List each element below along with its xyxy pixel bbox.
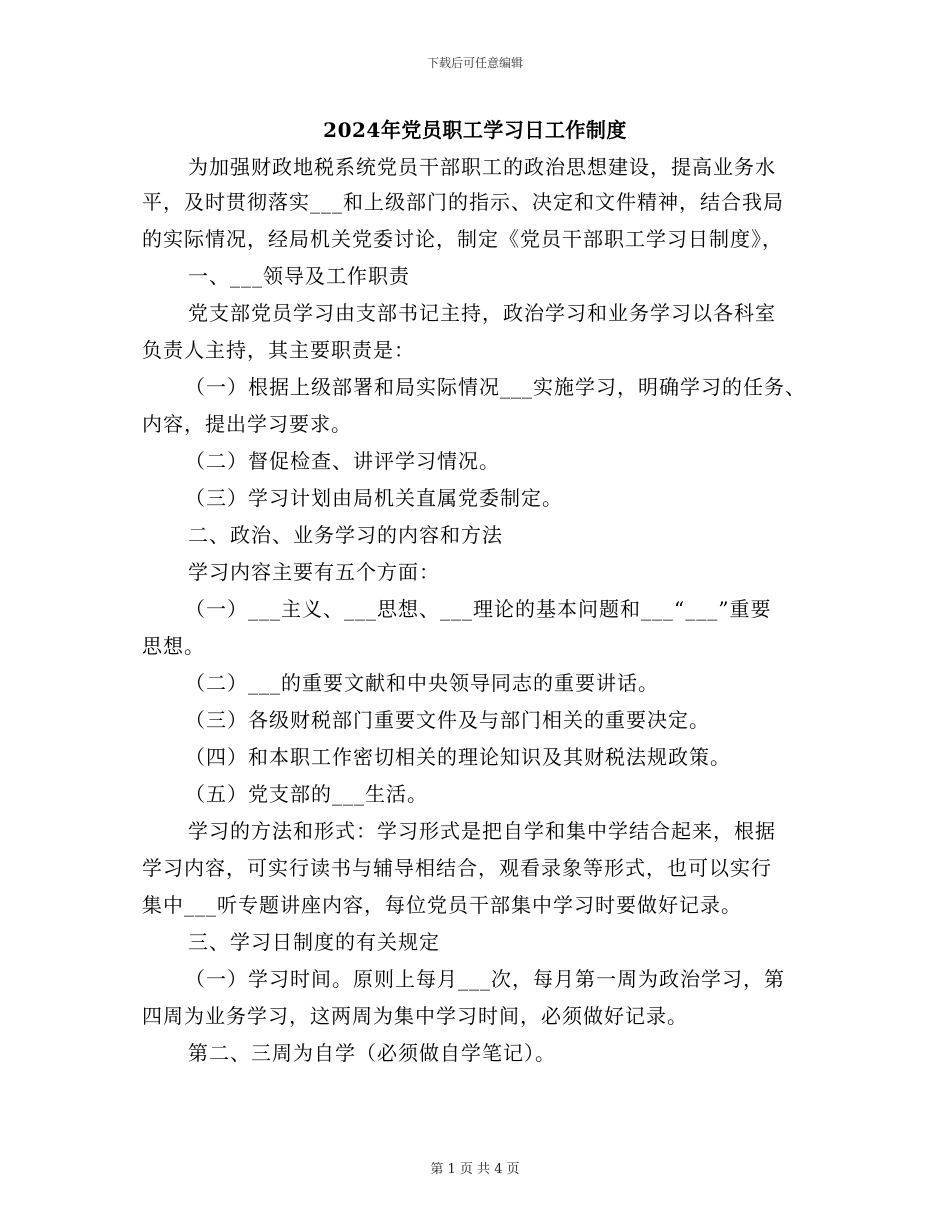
section-heading: 二、政治、业务学习的内容和方法 xyxy=(188,523,503,547)
list-item: （三）学习计划由局机关直属党委制定。 xyxy=(185,486,563,510)
paragraph-line: 党支部党员学习由支部书记主持，政治学习和业务学习以各科室 xyxy=(188,301,776,325)
list-item: （一）___主义、___思想、___理论的基本问题和___“___”重要 xyxy=(185,597,772,621)
section-heading: 三、学习日制度的有关规定 xyxy=(188,930,440,954)
document-title: 2024年党员职工学习日工作制度 xyxy=(323,118,627,142)
list-item: （一）学习时间。原则上每月___次，每月第一周为政治学习，第 xyxy=(185,967,785,991)
paragraph-line: 负责人主持，其主要职责是： xyxy=(142,338,415,362)
list-item: （二）___的重要文献和中央领导同志的重要讲话。 xyxy=(185,671,659,695)
paragraph-line: 第二、三周为自学（必须做自学笔记）。 xyxy=(188,1041,556,1065)
paragraph-line: 集中___听专题讲座内容，每位党员干部集中学习时要做好记录。 xyxy=(142,893,742,917)
page-footer: 第 1 页 共 4 页 xyxy=(430,1162,520,1177)
list-item: （五）党支部的___生活。 xyxy=(185,782,428,806)
paragraph-line: 的实际情况，经局机关党委讨论，制定《党员干部职工学习日制度》， xyxy=(142,227,783,251)
paragraph-line: 平，及时贯彻落实___和上级部门的指示、决定和文件精神，结合我局 xyxy=(142,190,784,214)
paragraph-line: 学习内容，可实行读书与辅导相结合，观看录象等形式，也可以实行 xyxy=(142,856,772,880)
paragraph-line: 学习内容主要有五个方面： xyxy=(188,560,440,584)
paragraph-line: 学习的方法和形式：学习形式是把自学和集中学结合起来，根据 xyxy=(188,819,776,843)
section-heading: 一、___领导及工作职责 xyxy=(188,264,410,288)
paragraph-line: 内容，提出学习要求。 xyxy=(142,412,352,436)
list-item: （二）督促检查、讲评学习情况。 xyxy=(185,449,500,473)
list-item: （三）各级财税部门重要文件及与部门相关的重要决定。 xyxy=(185,708,710,732)
paragraph-line: 思想。 xyxy=(142,634,205,658)
paragraph-line: 为加强财政地税系统党员干部职工的政治思想建设，提高业务水 xyxy=(188,155,776,179)
list-item: （四）和本职工作密切相关的理论知识及其财税法规政策。 xyxy=(185,745,731,769)
header-note: 下载后可任意编辑 xyxy=(426,56,523,70)
paragraph-line: 四周为业务学习，这两周为集中学习时间，必须做好记录。 xyxy=(142,1004,688,1028)
list-item: （一）根据上级部署和局实际情况___实施学习，明确学习的任务、 xyxy=(185,375,806,399)
